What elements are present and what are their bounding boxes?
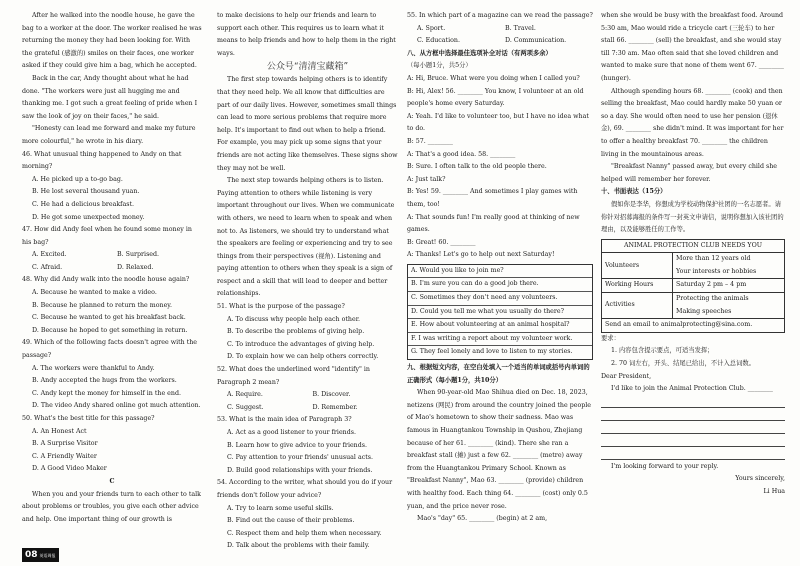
question-52	[217, 364, 398, 414]
section-8-score: （每小题1分，共5分）	[407, 62, 472, 70]
page-number-badge	[22, 548, 59, 562]
question-51	[217, 301, 398, 364]
question-stem: 47. How did Andy feel when he found some money in his bag?	[22, 226, 192, 246]
letter-name: Li Hua	[763, 488, 785, 495]
poster-value: More than 12 years old Your interests or hobbies	[673, 253, 785, 279]
option: D. To explain how we can help others correctly.	[227, 353, 379, 361]
writing-line[interactable]	[601, 396, 785, 408]
option: B. He lost several thousand yuan.	[32, 188, 140, 196]
option: A. Try to learn some useful skills.	[227, 504, 334, 512]
section-c-heading: C	[109, 477, 115, 485]
option: A. To discuss why people help each other.	[227, 315, 361, 323]
question-54	[217, 477, 398, 553]
question-stem: 54. According to the writer, what should you do if your friends don't follow your advice?	[217, 479, 393, 499]
requirements-title: 要求：	[601, 334, 620, 342]
section-9-title: 九、根据短文内容，在空白处填入一个适当的单词或括号内单词的正确形式（每小题1分，共10分）	[407, 364, 590, 384]
poster-label: Volunteers	[602, 253, 673, 279]
question-stem: 50. What's the best title for this passage?	[22, 415, 155, 422]
option: C. A Friendly Waiter	[32, 452, 97, 460]
section-9-passage: "Breakfast Nanny" passed away, but every child she helped will remember her forever.	[601, 163, 777, 183]
writing-line[interactable]	[601, 409, 785, 421]
question-55	[407, 10, 593, 48]
dialog-line: A: Hi, Bruce. What were you doing when I called you?	[407, 74, 580, 82]
question-46	[22, 149, 202, 225]
passage-c-paragraph: When you and your friends turn to each other to talk about problems or troubles, you give each other advice and help. One important thing of our growth is	[22, 490, 201, 523]
option: B. A Surprise Visitor	[32, 440, 98, 448]
dialog-line: A: Thanks! Let's go to help out next Saturday!	[407, 251, 555, 259]
dialog-line: A: Just talk?	[407, 175, 446, 183]
box-option: F. I was writing a report about my volunteer work.	[408, 333, 592, 347]
option: C. Suggest.	[227, 403, 264, 411]
writing-line[interactable]	[601, 422, 785, 434]
option: C. He had a delicious breakfast.	[32, 200, 135, 208]
question-49	[22, 337, 202, 413]
dialog-line: A: Yeah. I'd like to volunteer too, but I have no idea what to do.	[407, 112, 589, 133]
column-4	[601, 10, 785, 499]
box-option: G. They feel lonely and love to listen to my stories.	[411, 348, 573, 356]
dialog-line: B: Yes! 59. ________ And sometimes I play games with them, too!	[407, 188, 578, 208]
section-9-passage: when she would be busy with the breakfast food. Around 5:30 am, Mao would ride a tricycle cart (三轮车) to her stall 66. ________ (sell) the breakfast, and she would stay till 7:30 am. Mao often said that she loved children and wanted to make sure that none of them went 67. ________ (hunger).	[601, 12, 784, 82]
option: A. Sport.	[417, 24, 446, 32]
question-48	[22, 274, 202, 337]
requirement: 2. 70 词左右，开头、结尾已给出，不计入总词数。	[611, 360, 755, 368]
dialog-line: A: That's a good idea. 58. ________	[407, 150, 516, 158]
option: B. Find out the cause of their problems.	[227, 517, 355, 525]
letter-opening: I'd like to join the Animal Protection Club. ________	[611, 385, 773, 393]
writing-prompt: 假如你是李华，你想成为学校动物保护社团的一名志愿者。请你针对招募海报的条件写一封英文申请信，说明你想加入该社团的理由，以及能够胜任的工作等。	[601, 200, 784, 234]
writing-line[interactable]	[601, 448, 785, 460]
question-50	[22, 413, 202, 476]
section-8-title: 八、从方框中选择最佳选项补全对话（有两项多余）	[407, 49, 552, 57]
option: D. He got some unexpected money.	[32, 213, 145, 221]
column-3	[407, 10, 593, 526]
passage-c-paragraph: The first step towards helping others is to identify that they need help. We all know that difficulties are part of our daily lives. However, sometimes small things can lead to more serious problems that require more help. It's important to find out when to help a friend. For example, you may pick up some signs that your friends are not acting like themselves. These signs show they may not be well.	[217, 76, 398, 172]
dialog-line: B: Hi, Alex! 56. ________ You know, I volunteer at an old people's home every Saturday.	[407, 87, 584, 108]
passage-b-paragraph: Back in the car, Andy thought about what he had done. "The workers were just all hugging me and thanking me. I got such a great feeling of pride when I saw the look of joy on their faces," he said.	[22, 74, 198, 120]
option: A. An Honest Act	[32, 427, 87, 435]
option: D. The video Andy shared online got much attention.	[32, 402, 201, 410]
poster-label: Activities	[602, 293, 673, 319]
question-stem: 49. Which of the following facts doesn't agree with the passage?	[22, 339, 198, 360]
passage-c-paragraph: The next step towards helping others is to listen. Paying attention to others while listening is very important throughout our lives. When we communicate with others, we need to learn when to speak and when not to. As listeners, we should try to understand what the speakers are feeling or experiencing and try to see things from their perspectives (视角). Listening and paying attention to others when they speak is a sign of respect and a skill that will lead to deeper and better relationships.	[217, 177, 395, 298]
option: B. Because he planned to return the money.	[32, 301, 173, 309]
passage-c-paragraph: to make decisions to help our friends and learn to support each other. This requires us to learn what it means to help friends and how to help them in the right ways.	[217, 12, 396, 57]
box-option: E. How about volunteering at an animal hospital?	[408, 319, 592, 333]
publication-tag: 英语周报	[39, 553, 56, 558]
writing-line[interactable]	[601, 435, 785, 447]
option: C. Andy kept the money for himself in the end.	[32, 389, 181, 397]
question-stem: 53. What is the main idea of Paragraph 3?	[217, 416, 352, 424]
option: B. Travel.	[505, 24, 536, 32]
option: D. Build good relationships with your friends.	[227, 466, 373, 474]
option: A. Act as a good listener to your friends.	[227, 429, 356, 436]
option: A. Require.	[227, 391, 263, 399]
option: B. Learn how to give advice to your friends.	[227, 441, 368, 449]
section-9-passage-tail: Mao's "day" 65. ________ (begin) at 2 am,	[417, 515, 548, 523]
question-53	[217, 414, 398, 477]
box-option: C. Sometimes they don't need any volunteers.	[408, 292, 592, 306]
option: C. Pay attention to your friends' unusual acts.	[227, 454, 373, 462]
dialog-line: B: 57. ________	[407, 137, 453, 145]
requirement: 1. 内容包含提示要点，可适当发挥；	[611, 347, 714, 355]
option: D. Communication.	[505, 37, 567, 45]
section-9-passage: Although spending hours 68. ________ (cook) and then selling the breakfast, Mao could hardly make 50 yuan or so a day. She would often need to use her pension (退休金), 69. ________ she didn't mind. It was important for her to offer a healthy breakfast 70. ________ the children living in the mountainous areas.	[601, 87, 784, 158]
column-1	[22, 10, 202, 526]
watermark: 公众号“清清宝藏箱”	[266, 62, 349, 73]
dialog-line: A: That sounds fun! I'm really good at thinking of new games.	[407, 213, 580, 234]
section-9-passage: When 90-year-old Mao Shihua died on Dec. 18, 2023, netizens (网民) from around the country joined the people of Mao's hometown to show their sadness. Mao was famous in Huangtankou Township in Qushou, Zhejiang because of her 61. ________ (kind). There she ran a breakfast stall (摊) just a few 62. ________ (metre) away from the Huangtankou Primary School. Known as "Breakfast Nanny", Mao 63. ________ (provide) children with healthy food. Each thing 64. ________ (cost) only 0.5 yuan, and the price never rose.	[407, 389, 592, 510]
letter-greeting: Dear President,	[601, 372, 652, 380]
poster-label: Working Hours	[602, 279, 673, 293]
section-10-title: 十、书面表达（15分）	[601, 188, 667, 196]
option: C. Education.	[417, 37, 460, 45]
option: B. To describe the problems of giving help.	[227, 328, 365, 336]
option: C. To introduce the advantages of giving help.	[227, 340, 375, 348]
option: A. Because he wanted to make a video.	[32, 289, 157, 297]
club-poster	[601, 239, 785, 333]
question-stem: 51. What is the purpose of the passage?	[217, 303, 345, 311]
dialog-line: B: Great! 60. ________	[407, 238, 476, 246]
dialog	[407, 73, 593, 262]
option: A. Excited.	[32, 251, 67, 259]
poster-email: Send an email to animalprotecting@sina.com.	[602, 319, 785, 333]
dialog-line: B: Sure. I often talk to the old people there.	[407, 163, 547, 171]
box-option: D. Could you tell me what you usually do there?	[408, 306, 592, 320]
option: D. Remember.	[312, 403, 358, 411]
option: D. A Good Video Maker	[32, 465, 107, 473]
poster-title: ANIMAL PROTECTION CLUB NEEDS YOU	[602, 239, 785, 253]
poster-value: Protecting the animals Making speeches	[673, 293, 785, 319]
option: B. Surprised.	[117, 251, 160, 259]
option: B. Discover.	[312, 391, 351, 399]
question-stem: 52. What does the underlined word "identify" in Paragraph 2 mean?	[217, 366, 370, 386]
option: D. Relaxed.	[117, 263, 154, 271]
passage-b-paragraph: After he walked into the noodle house, he gave the bag to a worker at the door. The worker realised he was returning the money they had been looking for. With the grateful (感激的) smiles on their faces, one worker asked if they could give him a bag, which he accepted.	[22, 12, 202, 70]
letter-signoff: Yours sincerely,	[735, 475, 785, 483]
box-option: B. I'm sure you can do a good job there.	[408, 278, 592, 292]
letter-closing: I'm looking forward to your reply.	[611, 462, 719, 470]
option: C. Afraid.	[32, 263, 63, 271]
question-47	[22, 224, 202, 274]
question-stem: 46. What unusual thing happened to Andy on that morning?	[22, 150, 182, 171]
page-number: 08	[25, 550, 38, 560]
option: B. Andy accepted the hugs from the workers.	[32, 377, 177, 385]
column-2	[217, 10, 398, 553]
box-option: A. Would you like to join me?	[408, 265, 592, 279]
passage-b-paragraph: "Honesty can lead me forward and make my future more colourful," he wrote in his diary.	[22, 125, 196, 145]
option: A. He picked up a to-go bag.	[32, 175, 123, 183]
options-box	[407, 264, 593, 360]
option: D. Because he hoped to get something in return.	[32, 326, 188, 334]
option: D. Talk about the problems with their family.	[227, 542, 370, 550]
option: C. Respect them and help them when necessary.	[227, 529, 382, 537]
question-stem: 48. Why did Andy walk into the noodle house again?	[22, 276, 190, 284]
option: C. Because he wanted to get his breakfast back.	[32, 314, 186, 322]
option: A. The workers were thankful to Andy.	[32, 364, 155, 372]
question-stem: 55. In which part of a magazine can we read the passage?	[407, 12, 593, 19]
poster-value: Saturday 2 pm – 4 pm	[673, 279, 785, 293]
